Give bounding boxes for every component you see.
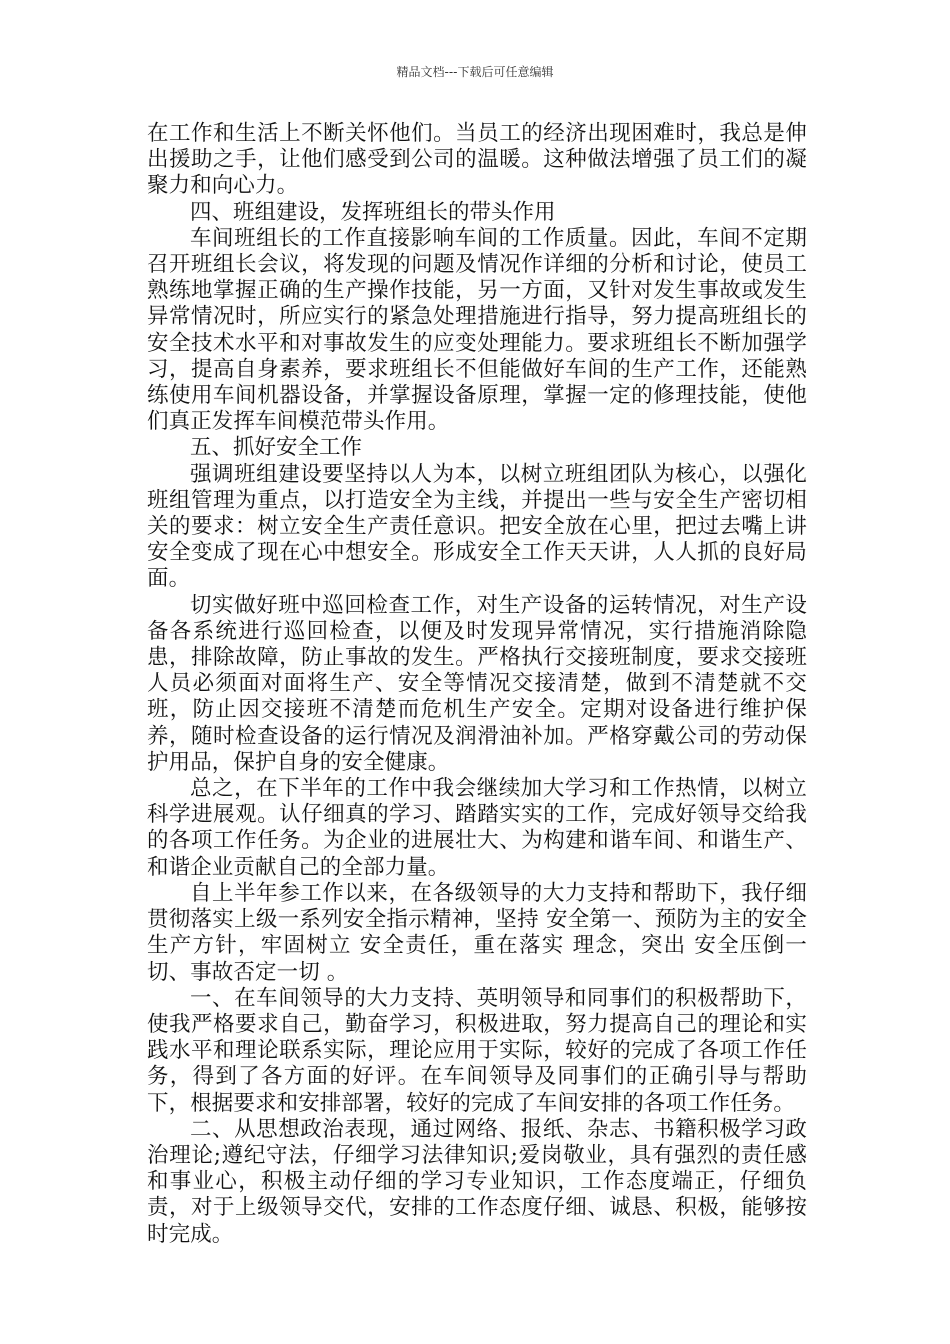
document-body	[147, 121, 807, 1248]
paragraph-continuation: 在工作和生活上不断关怀他们。当员工的经济出现困难时，我总是伸出援助之手，让他们感受到公司的温暖。这种做法增强了员工们的凝聚力和向心力。	[147, 121, 807, 199]
section-heading-4: 四、班组建设，发挥班组长的带头作用	[190, 199, 556, 225]
paragraph-summary: 总之，在下半年的工作中我会继续加大学习和工作热情，以树立科学进展观。认仔细真的学习、踏踏实实的工作，完成好领导交给我的各项工作任务。为企业的进展壮大、为构建和谐车间、和谐生产、和谐企业贡献自己的全部力量。	[147, 776, 807, 880]
section-heading-5: 五、抓好安全工作	[190, 435, 363, 461]
paragraph-point-1: 一、在车间领导的大力支持、英明领导和同事们的积极帮助下，使我严格要求自己，勤奋学习，积极进取，努力提高自己的理论和实践水平和理论联系实际，理论应用于实际，较好的完成了各项工作任务，得到了各方面的好评。在车间领导及同事们的正确引导与帮助下，根据要求和安排部署，较好的完成了车间安排的各项工作任务。	[147, 985, 807, 1116]
paragraph-safety-requirements: 强调班组建设要坚持以人为本，以树立班组团队为核心，以强化班组管理为重点，以打造安全为主线，并提出一些与安全生产密切相关的要求：树立安全生产责任意识。把安全放在心里，把过去嘴上讲安全变成了现在心中想安全。形成安全工作天天讲，人人抓的良好局面。	[147, 461, 807, 592]
paragraph-inspection: 切实做好班中巡回检查工作，对生产设备的运转情况，对生产设备各系统进行巡回检查，以便及时发现异常情况，实行措施消除隐患，排除故障，防止事故的发生。严格执行交接班制度，要求交接班人员必须面对面将生产、安全等情况交接清楚，做到不清楚就不交班，防止因交接班不清楚而危机生产安全。定期对设备进行维护保养，随时检查设备的运行情况及润滑油补加。严格穿戴公司的劳动保护用品，保护自身的安全健康。	[147, 592, 807, 775]
paragraph-point-2: 二、从思想政治表现，通过网络、报纸、杂志、书籍积极学习政治理论;遵纪守法，仔细学习法律知识;爱岗敬业，具有强烈的责任感和事业心，积极主动仔细的学习专业知识，工作态度端正，仔细负责，对于上级领导交代，安排的工作态度仔细、诚恳、积极，能够按时完成。	[147, 1116, 807, 1247]
page-header: 精品文档---下载后可任意编辑	[396, 65, 554, 79]
paragraph-first-half-year: 自上半年参工作以来，在各级领导的大力支持和帮助下，我仔细贯彻落实上级一系列安全指示精神，坚持 安全第一、预防为主的安全生产方针，牢固树立 安全责任，重在落实 理念，突出 安全压倒一切、事故否定一切 。	[147, 880, 807, 985]
paragraph-team-leaders: 车间班组长的工作直接影响车间的工作质量。因此，车间不定期召开班组长会议，将发现的问题及情况作详细的分析和讨论，使员工熟练地掌握正确的生产操作技能，另一方面，又针对发生事故或发生异常情况时，所应实行的紧急处理措施进行指导，努力提高班组长的安全技术水平和对事故发生的应变处理能力。要求班组长不断加强学习，提高自身素养，要求班组长不但能做好车间的生产工作，还能熟练使用车间机器设备，并掌握设备原理，掌握一定的修理技能，使他们真正发挥车间模范带头作用。	[147, 225, 807, 435]
